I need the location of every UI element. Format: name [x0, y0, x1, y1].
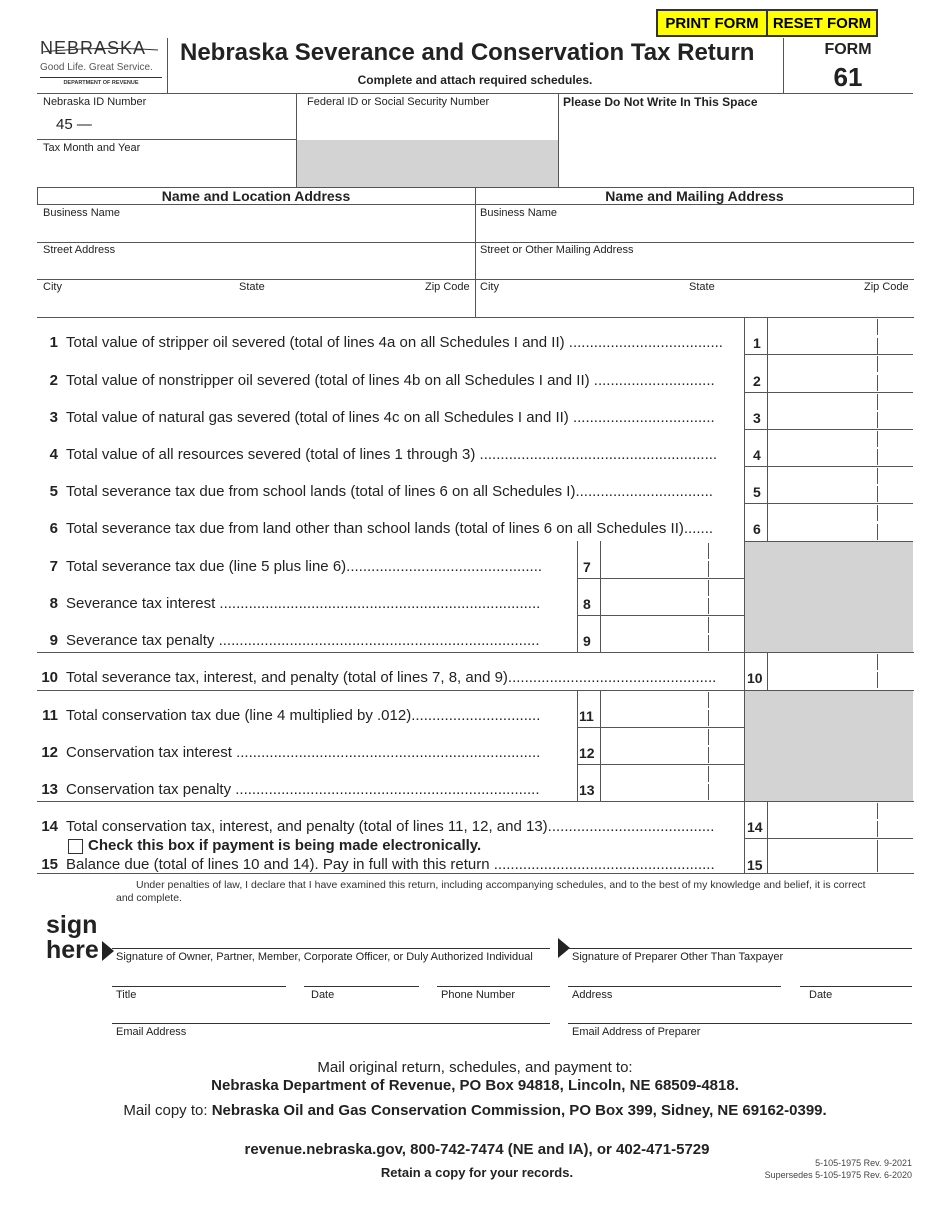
line-13-input[interactable] [603, 767, 705, 799]
line-8-number: 8 [49, 595, 58, 612]
line-14-text: Total conservation tax, interest, and penalty (total of lines 11, 12, and 13)........................................ [66, 818, 715, 835]
mail-copy-address: Nebraska Oil and Gas Conservation Commission, PO Box 399, Sidney, NE 69162-0399. [211, 1102, 827, 1119]
line-11-box-number: 11 [579, 708, 594, 724]
logo-swoosh-icon [40, 44, 162, 58]
preparer-signature-input[interactable] [572, 927, 908, 947]
line-11-number: 11 [42, 707, 58, 724]
here-label: here [46, 936, 99, 964]
owner-signature-label: Signature of Owner, Partner, Member, Corporate Officer, or Duly Authorized Individual [116, 951, 533, 963]
mail-street-input[interactable] [480, 257, 908, 277]
line-12-number: 12 [41, 744, 58, 761]
line-15-box-number: 15 [747, 857, 763, 873]
preparer-signature-label: Signature of Preparer Other Than Taxpayer [572, 951, 784, 963]
line-6-input[interactable] [770, 506, 874, 538]
line-9-number: 9 [49, 632, 58, 649]
sign-arrow-icon [102, 941, 114, 961]
line-11-input[interactable] [603, 693, 705, 725]
fed-id-label: Federal ID or Social Security Number [307, 96, 490, 108]
revision-number: 5-105-1975 Rev. 9-2021 [815, 1158, 912, 1168]
reset-form-button[interactable]: RESET FORM [766, 9, 878, 37]
line-15-input[interactable] [770, 841, 874, 871]
line-14-box-number: 14 [747, 819, 763, 835]
print-form-button[interactable]: PRINT FORM [656, 9, 768, 37]
line-10-number: 10 [41, 669, 58, 686]
email-label: Email Address [116, 1026, 187, 1038]
line-5-number: 5 [49, 483, 58, 500]
line-4-box-number: 4 [753, 447, 761, 463]
mail-business-name-input[interactable] [480, 220, 908, 240]
line-9-input[interactable] [603, 618, 705, 650]
line-3-text: Total value of natural gas severed (total of lines 4c on all Schedules I and II) .................................. [66, 409, 715, 426]
preparer-email-input[interactable] [572, 1003, 908, 1021]
line-3-number: 3 [49, 409, 58, 426]
contact-info: revenue.nebraska.gov, 800-742-7474 (NE and IA), or 402-471-5729 [244, 1141, 710, 1158]
line-14-number: 14 [41, 818, 58, 835]
ne-id-label: Nebraska ID Number [43, 96, 147, 108]
line-5-input[interactable] [770, 469, 874, 501]
tax-month-input[interactable] [43, 156, 293, 184]
line-3-input[interactable] [770, 395, 874, 427]
logo-dept: DEPARTMENT OF REVENUE [40, 77, 162, 86]
page-subtitle: Complete and attach required schedules. [357, 73, 593, 87]
mail-city-state-zip-input[interactable] [480, 294, 908, 314]
line-11-text: Total conservation tax due (line 4 multiplied by .012)............................... [66, 707, 541, 724]
supersedes-note: Supersedes 5-105-1975 Rev. 6-2020 [764, 1170, 912, 1180]
date-input[interactable] [308, 966, 416, 984]
line-5-text: Total severance tax due from school lands (total of lines 6 on all Schedules I)................................. [66, 483, 713, 500]
mail-state-label: State [689, 281, 715, 293]
retain-copy: Retain a copy for your records. [380, 1165, 574, 1180]
mail-zip-label: Zip Code [864, 281, 909, 293]
mail-copy [0, 1102, 950, 1119]
loc-state-label: State [239, 281, 265, 293]
line-8-box-number: 8 [583, 596, 591, 612]
loc-city-label: City [43, 281, 62, 293]
title-input[interactable] [116, 966, 282, 984]
preparer-date-label: Date [809, 989, 833, 1001]
line-5-box-number: 5 [753, 484, 761, 500]
page-title: Nebraska Severance and Conservation Tax Return [180, 39, 755, 66]
nebraska-logo [40, 38, 162, 86]
loc-business-name-input[interactable] [43, 220, 471, 240]
line-10-input[interactable] [770, 655, 874, 687]
sign-label: sign [46, 911, 98, 939]
shaded-block-11-13 [744, 690, 913, 801]
mail-street-label: Street or Other Mailing Address [480, 244, 634, 256]
line-7-input[interactable] [603, 544, 705, 576]
title-label: Title [116, 989, 137, 1001]
line-13-text: Conservation tax penalty ......................................................................... [66, 781, 540, 798]
preparer-address-label: Address [572, 989, 613, 1001]
email-input[interactable] [116, 1003, 546, 1021]
electronic-payment-label: Check this box if payment is being made electronically. [88, 837, 482, 854]
preparer-date-input[interactable] [804, 966, 909, 984]
line-2-text: Total value of nonstripper oil severed (total of lines 4b on all Schedules I and II) ............................. [66, 372, 715, 389]
form-label: FORM [824, 41, 872, 58]
line-4-input[interactable] [770, 432, 874, 464]
line-12-text: Conservation tax interest ......................................................................... [66, 744, 541, 761]
logo-name: NEBRASKA [40, 38, 147, 58]
line-2-number: 2 [49, 372, 58, 389]
preparer-email-label: Email Address of Preparer [572, 1026, 701, 1038]
mail-intro: Mail original return, schedules, and payment to: [317, 1059, 633, 1076]
tax-month-label: Tax Month and Year [43, 142, 141, 154]
form-number: 61 [833, 62, 863, 92]
ne-id-input[interactable] [98, 110, 294, 136]
line-8-text: Severance tax interest ............................................................................. [66, 595, 541, 612]
line-7-number: 7 [49, 558, 58, 575]
line-4-number: 4 [49, 446, 58, 463]
line-15-text: Balance due (total of lines 10 and 14). Pay in full with this return ..................................................... [66, 856, 715, 873]
line-1-box-number: 1 [753, 335, 761, 351]
phone-label: Phone Number [441, 989, 515, 1001]
line-6-box-number: 6 [753, 521, 761, 537]
line-2-input[interactable] [770, 357, 874, 389]
line-1-input[interactable] [770, 320, 874, 352]
line-13-box-number: 13 [579, 782, 595, 798]
mailing-address-header: Name and Mailing Address [605, 188, 784, 204]
line-14-input[interactable] [770, 804, 874, 836]
ne-id-prefix: 45 — [56, 116, 92, 133]
loc-street-input[interactable] [43, 257, 471, 277]
line-10-text: Total severance tax, interest, and penalty (total of lines 7, 8, and 9).................................................. [66, 669, 717, 686]
location-address-header: Name and Location Address [161, 188, 351, 204]
line-10-box-number: 10 [747, 670, 763, 686]
line-7-text: Total severance tax due (line 5 plus line 6)............................................... [66, 558, 543, 575]
line-6-number: 6 [49, 520, 58, 537]
line-2-box-number: 2 [753, 373, 761, 389]
declaration-text: Under penalties of law, I declare that I have examined this return, including accompanying schedules, and to the best of my knowledge and belief, it is correct and complete. [116, 879, 866, 904]
line-9-text: Severance tax penalty ............................................................................. [66, 632, 540, 649]
fed-id-input[interactable] [300, 110, 554, 136]
line-12-input[interactable] [603, 730, 705, 762]
shaded-box [297, 140, 558, 187]
electronic-payment-checkbox[interactable] [68, 839, 83, 854]
line-12-box-number: 12 [579, 745, 595, 761]
phone-input[interactable] [441, 966, 547, 984]
line-9-box-number: 9 [583, 633, 591, 649]
loc-street-label: Street Address [43, 244, 116, 256]
mail-business-name-label: Business Name [480, 207, 558, 219]
no-write-label: Please Do Not Write In This Space [563, 95, 758, 109]
shaded-block-7-9 [744, 541, 913, 652]
mail-city-label: City [480, 281, 499, 293]
loc-business-name-label: Business Name [43, 207, 121, 219]
loc-city-state-zip-input[interactable] [43, 294, 471, 314]
line-13-number: 13 [41, 781, 58, 798]
mail-address: Nebraska Department of Revenue, PO Box 94818, Lincoln, NE 68509-4818. [211, 1077, 739, 1094]
line-1-text: Total value of stripper oil severed (total of lines 4a on all Schedules I and II) ..................................... [66, 334, 723, 351]
owner-signature-input[interactable] [116, 927, 546, 947]
mail-copy-prefix: Mail copy to: [123, 1102, 212, 1119]
line-1-number: 1 [49, 334, 58, 351]
preparer-address-input[interactable] [572, 966, 778, 984]
date-label: Date [311, 989, 335, 1001]
line-7-box-number: 7 [583, 559, 591, 575]
loc-zip-label: Zip Code [425, 281, 470, 293]
line-3-box-number: 3 [753, 410, 761, 426]
line-15-number: 15 [41, 856, 58, 873]
logo-tagline: Good Life. Great Service. [40, 62, 153, 73]
line-4-text: Total value of all resources severed (total of lines 1 through 3) ......................................................... [66, 446, 718, 463]
line-8-input[interactable] [603, 581, 705, 613]
line-6-text: Total severance tax due from land other than school lands (total of lines 6 on all Schedules II)....... [66, 520, 714, 537]
